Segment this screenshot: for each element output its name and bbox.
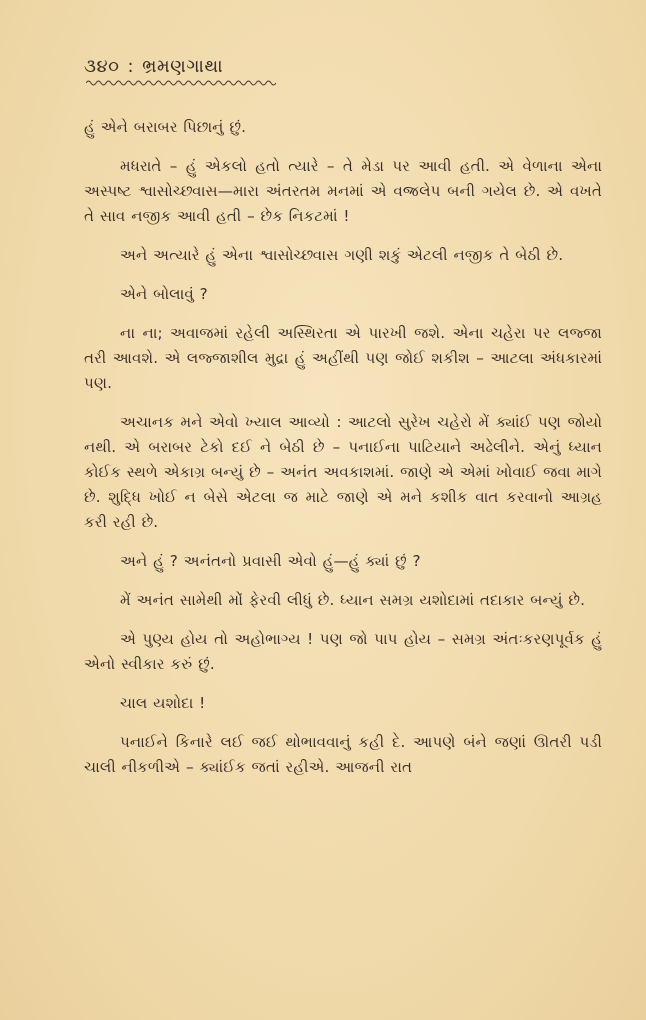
paragraph-6: અચાનક મને એવો ખ્યાલ આવ્યો : આટલો સુરેખ ચહેરો મેં ક્યાંઈ પણ જોયો નથી. એ બરાબર ટેકો દઈ ને બેઠી છે – પનાઈના પાટિયાને અઢેલીને. એનું ધ્યાન કોઈક સ્થળે એકાગ્ર બન્યું છે – અનંત અવકાશમાં. જાણે એ એમાં ખોવાઈ જવા માગે છે. શુદ્ધિ ખોઈ ન બેસે એટલા જ માટે જાણે એ મને કશીક વાત કરવાનો આગ્રહ કરી રહી છે. bbox=[84, 413, 602, 531]
paragraph-8: મેં અનંત સામેથી મોં ફેરવી લીધું છે. ધ્યાન સમગ્ર યશોદામાં તદાકાર બન્યું છે. bbox=[120, 591, 585, 609]
body-text bbox=[84, 115, 602, 780]
paragraph-7: અને હું ? અનંતનો પ્રવાસી એવો હું—હું ક્યાં છું ? bbox=[120, 552, 421, 570]
page-number: ૩૪૦ bbox=[84, 56, 120, 77]
running-header bbox=[84, 56, 602, 77]
paragraph-2: મધરાતે – હું એકલો હતો ત્યારે – તે મેડા પર આવી હતી. એ વેળાના એના અસ્પષ્ટ શ્વાસોચ્છ્વાસ—મારા અંતરતમ મનમાં એ વજ્રલેપ બની ગયેલ છે. એ વખતે તે સાવ નજીક આવી હતી – છેક નિકટમાં ! bbox=[84, 157, 602, 225]
paragraph-3: અને અત્યારે હું એના શ્વાસોચ્છ્વાસ ગણી શકું એટલી નજીક તે બેઠી છે. bbox=[120, 246, 564, 264]
paragraph-10: ચાલ યશોદા ! bbox=[120, 694, 206, 712]
header-separator: : bbox=[127, 56, 135, 77]
paragraph-9: એ પુણ્ય હોય તો અહોભાગ્ય ! પણ જો પાપ હોય – સમગ્ર અંતઃકરણપૂર્વક હું એનો સ્વીકાર કરું છું. bbox=[84, 630, 602, 673]
paragraph-1: હું એને બરાબર પિછાનું છું. bbox=[84, 118, 246, 136]
wavy-underline bbox=[86, 79, 276, 87]
book-title: ભ્રમણગાથા bbox=[142, 56, 224, 77]
paragraph-11: પનાઈને કિનારે લઈ જઈ થોભાવવાનું કહી દે. આપણે બંને જણાં ઊતરી પડી ચાલી નીકળીએ – ક્યાંઈક જતાં રહીએ. આજની રાત bbox=[84, 733, 602, 776]
paragraph-5: ના ના; અવાજમાં રહેલી અસ્થિરતા એ પારખી જશે. એના ચહેરા પર લજ્જા તરી આવશે. એ લજ્જાશીલ મુદ્રા હું અહીંથી પણ જોઈ શકીશ – આટલા અંધકારમાં પણ. bbox=[84, 324, 602, 392]
paragraph-4: એને બોલાવું ? bbox=[120, 285, 208, 303]
